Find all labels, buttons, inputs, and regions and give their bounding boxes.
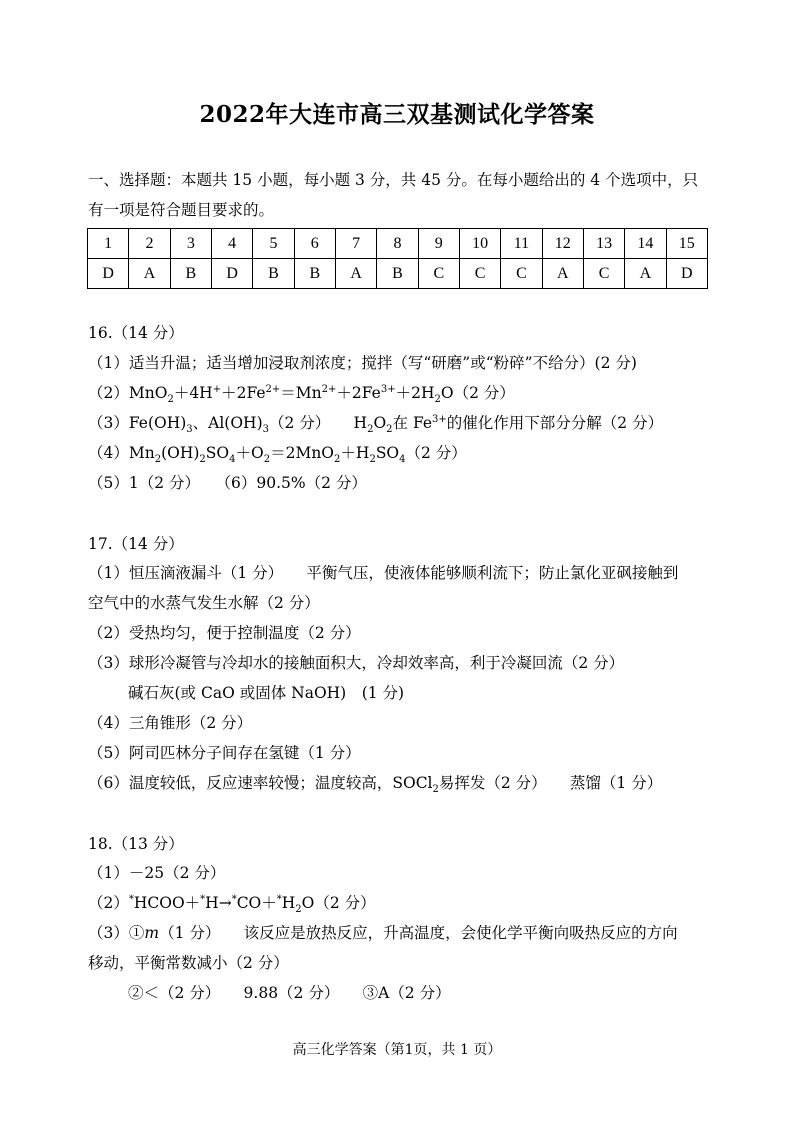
q16-answer-4: $(4)Mn_2(OH)_2SO_4+O_2=2MnO_2+H_2SO_4(2$ 分） [88,444,467,466]
table-cell: A [542,259,583,289]
q16-answer-3: $(3)Fe(OH)_3$、$Al(OH)_3(2$ 分） $H_2O_2$在 $Fe^{3+}$的催化作用下部分分解（2 分） [88,413,664,436]
q16-answer-5: （5）1（2 分） （6）90.5%（2 分） [88,474,367,492]
table-cell: 2 [129,229,170,259]
table-cell: B [377,259,418,289]
table-cell: C [418,259,459,289]
q17-answer-5: （5）阿司匹林分子间存在氢键（1 分） [88,744,361,762]
table-cell: D [211,259,252,289]
table-cell: 12 [542,229,583,259]
section-intro-line1: 一、选择题：本题共 15 小题，每小题 3 分，共 45 分。在每小题给出的 4 个选项中，只 [88,171,699,189]
page-title: 2022年大连市高三双基测试化学答案 [199,101,595,128]
q17-answer-3b: 碱石灰(或 CaO 或固体 NaOH) (1 分) [128,684,405,702]
table-cell: B [294,259,335,289]
q18-answer-2: $(2)^*HCOO+^*H\to^*CO+^*H_2O(2$ 分） [88,893,376,916]
section-intro-line2: 有一项是符合题目要求的。 [88,201,275,219]
table-cell: A [625,259,666,289]
q17-answer-2: （2）受热均匀，便于控制温度（2 分） [88,624,361,642]
q17-answer-3a: （3）球形冷凝管与冷却水的接触面积大，冷却效率高，利于冷凝回流（2 分） [88,654,625,672]
table-cell: 4 [211,229,252,259]
table-cell: D [666,259,707,289]
q17-answer-1a: （1）恒压滴液漏斗（1 分） 平衡气压，使液体能够顺利流下；防止氯化亚砜接触到 [88,564,679,582]
table-cell: 15 [666,229,707,259]
table-cell: 3 [170,229,211,259]
page-footer: 高三化学答案（第1页，共 1 页） [292,1042,502,1058]
table-cell: 7 [335,229,376,259]
q18-answer-1: （1）－25（2 分） [88,864,226,882]
question-number-row [88,229,708,259]
q16-answer-1: （1）适当升温；适当增加浸取剂浓度；搅拌（写“研磨”或“粉碎”不给分）(2 分) [88,354,637,372]
q18-answer-3b: 移动，平衡常数减小（2 分） [88,954,289,972]
table-cell: 6 [294,229,335,259]
table-cell: D [88,259,129,289]
table-cell: C [501,259,542,289]
q18-answer-3c: ②＜（2 分） 9.88（2 分） ③A（2 分） [128,984,451,1002]
table-cell: 10 [459,229,500,259]
table-cell: B [253,259,294,289]
q18-header: 18.（13 分） [88,835,184,853]
q17-answer-1b: 空气中的水蒸气发生水解（2 分） [88,594,320,612]
answer-table [87,228,708,289]
table-cell: C [459,259,500,289]
table-cell: C [583,259,624,289]
table-cell: B [170,259,211,289]
q17-answer-6: （6）温度较低，反应速率较慢；温度较高，SOCl$_2$易挥发（2 分） 蒸馏（1 分） [88,774,663,796]
table-cell: 14 [625,229,666,259]
table-cell: 8 [377,229,418,259]
answer-row [88,259,708,289]
table-cell: A [129,259,170,289]
q18-answer-3a: （3）①m（1 分） 该反应是放热反应，升高温度，会使化学平衡向吸热反应的方向 [88,924,678,942]
table-cell: 5 [253,229,294,259]
q16-answer-2: $(2)MnO_2+4H^++2Fe^{2+}=Mn^{2+}+2Fe^{3+}+2H_2O(2$ 分） [88,383,515,406]
table-cell: 9 [418,229,459,259]
table-cell: 1 [88,229,129,259]
q17-header: 17.（14 分） [88,535,184,553]
table-cell: A [335,259,376,289]
table-cell: 13 [583,229,624,259]
q16-header: 16.（14 分） [88,324,184,342]
table-cell: 11 [501,229,542,259]
q17-answer-4: （4）三角锥形（2 分） [88,714,253,732]
